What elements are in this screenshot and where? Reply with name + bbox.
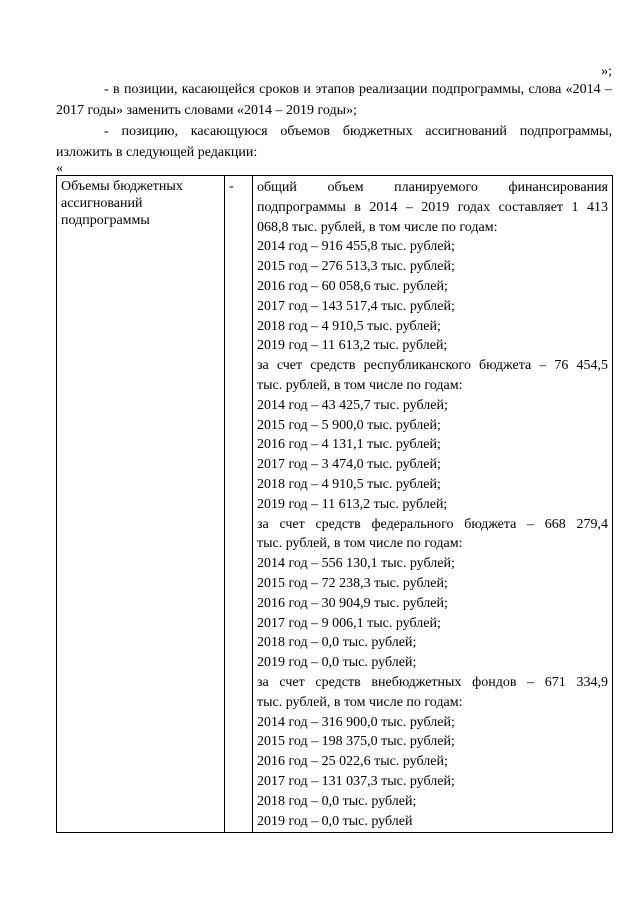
opening-quote-mark: « (56, 161, 63, 176)
funding-line: общий объем планируемого финансирования (257, 180, 608, 195)
funding-line: 2014 год – 556 130,1 тыс. рублей; (257, 556, 455, 572)
funding-line: 068,8 тыс. рублей, в том числе по годам: (257, 219, 498, 235)
budget-allocation-table (56, 175, 613, 833)
funding-line: 2017 год – 3 474,0 тыс. рублей; (257, 457, 441, 473)
amendment-paragraph-budget: - позицию, касающуюся объемов бюджетных ассигнований подпрограммы, изложить в следующей редакции: (56, 124, 612, 160)
funding-line: тыс. рублей, в том числе по годам: (257, 694, 463, 710)
amendment-paragraph-terms: - в позиции, касающейся сроков и этапов реализации подпрограммы, слова «2014 – 2017 годы» заменить словами «2014 – 2019 годы»; (56, 82, 612, 118)
funding-line: 2019 год – 11 613,2 тыс. рублей; (257, 496, 448, 512)
funding-line: тыс. рублей, в том числе по годам: (257, 377, 463, 393)
funding-line: 2014 год – 43 425,7 тыс. рублей; (257, 397, 448, 413)
dash-cell: - (225, 176, 253, 833)
funding-line: за счет средств федерального бюджета – 668 279,4 (257, 516, 608, 532)
funding-line: 2015 год – 5 900,0 тыс. рублей; (257, 417, 441, 433)
funding-line: 2018 год – 0,0 тыс. рублей; (257, 635, 417, 651)
funding-line: 2019 год – 0,0 тыс. рублей (257, 813, 413, 829)
funding-line: подпрограммы в 2014 – 2019 годах составляет 1 413 (257, 199, 608, 215)
funding-line: 2017 год – 143 517,4 тыс. рублей; (257, 298, 455, 314)
funding-line: 2016 год – 4 131,1 тыс. рублей; (257, 437, 441, 453)
funding-line: за счет средств внебюджетных фондов – 671 334,9 (257, 674, 608, 690)
funding-line: 2017 год – 9 006,1 тыс. рублей; (257, 615, 441, 631)
table-row (57, 176, 613, 833)
funding-line: 2017 год – 131 037,3 тыс. рублей; (257, 773, 455, 789)
funding-line: 2019 год – 11 613,2 тыс. рублей; (257, 338, 448, 354)
funding-line: 2016 год – 60 058,6 тыс. рублей; (257, 278, 448, 294)
position-label-cell: Объемы бюджетных ассигнований подпрограммы (57, 176, 225, 833)
closing-quote-mark: »; (601, 64, 612, 79)
funding-line: 2015 год – 276 513,3 тыс. рублей; (257, 259, 455, 275)
funding-line: 2018 год – 4 910,5 тыс. рублей; (257, 318, 441, 334)
funding-line: тыс. рублей, в том числе по годам: (257, 536, 463, 552)
funding-line: 2015 год – 72 238,3 тыс. рублей; (257, 575, 448, 591)
funding-line: 2015 год – 198 375,0 тыс. рублей; (257, 734, 455, 750)
funding-line: 2016 год – 30 904,9 тыс. рублей; (257, 595, 448, 611)
funding-details-cell (253, 176, 613, 833)
funding-line: 2014 год – 916 455,8 тыс. рублей; (257, 239, 455, 255)
funding-line: 2019 год – 0,0 тыс. рублей; (257, 655, 417, 671)
funding-line: 2016 год – 25 022,6 тыс. рублей; (257, 754, 448, 770)
funding-line: за счет средств республиканского бюджета – 76 454,5 (257, 358, 608, 374)
funding-line: 2018 год – 4 910,5 тыс. рублей; (257, 476, 441, 492)
funding-line: 2014 год – 316 900,0 тыс. рублей; (257, 714, 455, 730)
funding-line: 2018 год – 0,0 тыс. рублей; (257, 793, 417, 809)
